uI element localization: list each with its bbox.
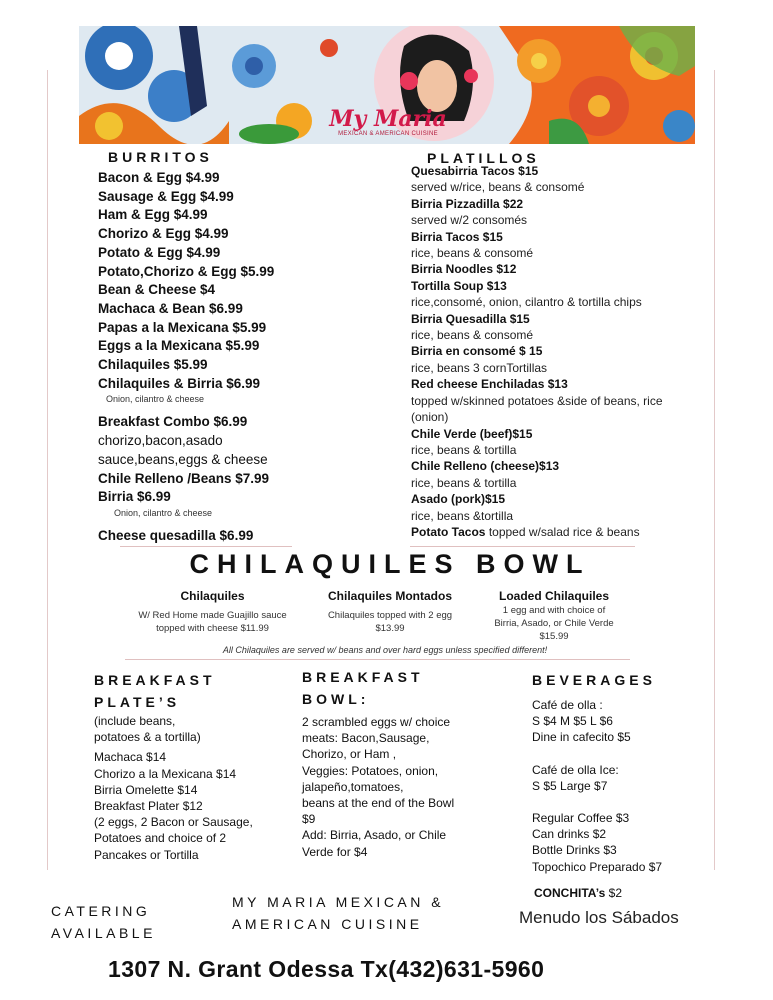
beverage-line: Dine in cafecito $5 [532,730,631,745]
divider-line [120,546,292,547]
burrito-item: Chorizo & Egg $4.99 [98,226,229,242]
platillo-title: Red cheese Enchiladas $13 [411,377,568,392]
catering-line: AVAILABLE [51,925,156,941]
burrito-item: Machaca & Bean $6.99 [98,300,243,316]
breakfast-bowl-line: meats: Bacon,Sausage, [302,731,430,746]
chilaquiles-option-name: Loaded Chilaquiles [498,589,609,603]
chilaquiles-option-desc: $13.99 [375,623,405,634]
beverage-line: Bottle Drinks $3 [532,843,617,858]
breakfast-combo-desc: sauce,beans,eggs & cheese [98,451,268,467]
breakfast-plate-item: Breakfast Plater $12 [94,799,203,814]
breakfast-combo-desc: chorizo,bacon,asado [98,433,223,449]
restaurant-name-footer [232,891,444,935]
breakfast-bowl-line: Verde for $4 [302,844,368,859]
beverage-line: Can drinks $2 [532,827,607,842]
conchita-name: CONCHITA’s [534,886,606,900]
platillos-heading: PLATILLOS [427,150,540,166]
breakfast-plate-item: Birria Omelette $14 [94,782,198,797]
divider-line [410,546,635,547]
breakfast-bowl-heading: BREAKFAST [302,669,424,685]
beverage-spacer [532,746,732,762]
chilaquiles-bowl-title: CHILAQUILES BOWL [189,549,591,579]
platillo-title: Quesabirria Tacos $15 [411,164,539,178]
chilaquiles-option-name: Chilaquiles [180,589,245,603]
cheese-quesadilla-item: Cheese quesadilla $6.99 [98,527,254,543]
breakfast-plate-heading: BREAKFAST [94,672,216,688]
breakfast-bowl-line: Chorizo, or Ham , [302,747,397,762]
left-border-line [47,70,48,870]
beverage-line: Café de olla Ice: [532,762,619,777]
beverage-line: Regular Coffee $3 [532,811,630,826]
platillo-title: Potato Tacos [411,524,486,539]
breakfast-bowl-heading: BOWL: [302,691,370,707]
conchita-item [534,886,622,900]
platillo-desc: rice, beans & consomé [411,328,534,343]
platillo-title: Birria en consomé $ 15 [411,344,543,359]
address-phone: 1307 N. Grant Odessa Tx(432)631-5960 [108,956,545,982]
breakfast-bowl-line: Veggies: Potatoes, onion, [302,763,439,778]
restaurant-logo [320,108,456,138]
chilaquiles-option-desc: W/ Red Home made Guajillo sauce [138,610,287,621]
chilaquiles-option-desc: 1 egg and with choice of [502,605,606,616]
menudo-note: Menudo los Sábados [519,908,679,927]
breakfast-plate-item: Machaca $14 [94,750,167,765]
chilaquiles-option-name: Chilaquiles Montados [327,589,452,603]
chile-relleno-item: Chile Relleno /Beans $7.99 [98,470,270,486]
breakfast-plate-section [94,669,294,863]
breakfast-plate-includes: potatoes & a tortilla) [94,730,201,745]
chilaquiles-option-desc: topped with cheese $11.99 [156,623,269,634]
burrito-item: Bacon & Egg $4.99 [98,170,220,185]
platillo-title: Birria Quesadilla $15 [411,311,530,326]
platillo-title: Birria Noodles $12 [411,262,517,277]
conchita-price: $2 [605,886,623,900]
platillo-desc: topped w/salad rice & beans [488,524,640,539]
restaurant-name-line: AMERICAN CUISINE [232,916,423,932]
breakfast-plate-item: Pancakes or Tortilla [94,847,199,862]
breakfast-plate-item: Potatoes and choice of 2 [94,831,227,846]
breakfast-bowl-line: Add: Birria, Asado, or Chile [302,828,447,843]
burrito-item: Chilaquiles $5.99 [98,357,208,373]
breakfast-bowl-line: jalapeño,tomatoes, [302,779,404,794]
platillo-desc: rice, beans & tortilla [411,475,517,490]
platillo-desc: rice, beans &tortilla [411,508,514,523]
beverage-spacer [532,794,732,810]
beverage-line: S $5 Large $7 [532,778,608,793]
burrito-item: Chilaquiles & Birria $6.99 [98,375,261,391]
platillo-title: Tortilla Soup $13 [411,278,507,293]
breakfast-bowl-section [302,666,512,860]
breakfast-bowl-line: beans at the end of the Bowl [302,796,455,811]
chilaquiles-option [310,589,470,635]
chilaquiles-option [120,589,305,635]
breakfast-plate-includes: (include beans, [94,714,176,728]
platillo-desc: rice, beans & consomé [411,246,534,261]
platillo-desc: topped w/skinned potatoes &side of beans, rice (onion) [411,393,663,425]
platillo-desc: served w/rice, beans & consomé [411,180,585,195]
beverages-heading: BEVERAGES [532,672,656,688]
platillos-list [411,163,711,540]
breakfast-plate-heading: PLATE’S [94,694,181,710]
burrito-item: Eggs a la Mexicana $5.99 [98,338,260,354]
burritos-heading: BURRITOS [108,149,213,165]
burrito-item: Papas a la Mexicana $5.99 [98,319,267,335]
birria-item: Birria $6.99 [98,489,171,505]
beverage-line: S $4 M $5 L $6 [532,714,613,729]
platillo-title: Birria Pizzadilla $22 [411,196,524,211]
logo-name: My Maria [329,106,447,132]
restaurant-name-line: MY MARIA MEXICAN & [232,894,445,910]
divider-line [125,659,630,660]
platillo-desc: rice,consomé, onion, cilantro & tortilla chips [411,295,642,310]
platillo-title: Chile Relleno (cheese)$13 [411,459,560,474]
chilaquiles-option-price: $15.99 [539,631,569,642]
breakfast-combo-title: Breakfast Combo $6.99 [98,414,248,430]
chilaquiles-note: All Chilaquiles are served w/ beans and over hard eggs unless specified different! [222,645,548,655]
logo-subtitle: MEXICAN & AMERICAN CUISINE [338,131,438,137]
chilaquiles-option-desc: Birria, Asado, or Chile Verde [494,618,614,629]
burrito-item: Sausage & Egg $4.99 [98,188,234,204]
beverage-line: Café de olla : [532,698,603,712]
catering-label [51,900,156,944]
platillo-desc: rice, beans & tortilla [411,442,517,457]
beverage-line: Topochico Preparado $7 [532,859,663,874]
breakfast-bowl-line: $9 [302,812,316,827]
burrito-note: Onion, cilantro & cheese [106,394,205,405]
burrito-item: Potato & Egg $4.99 [98,244,221,260]
burritos-list [98,169,358,546]
breakfast-plate-item: Chorizo a la Mexicana $14 [94,766,237,781]
breakfast-bowl-line: 2 scrambled eggs w/ choice [302,715,451,729]
burrito-item: Ham & Egg $4.99 [98,207,208,223]
chilaquiles-option [478,589,630,643]
burrito-item: Bean & Cheese $4 [98,282,216,298]
birria-note: Onion, cilantro & cheese [114,507,213,518]
beverages-section [532,669,732,875]
platillo-title: Asado (pork)$15 [411,492,506,507]
catering-line: CATERING [51,903,151,919]
chilaquiles-option-desc: Chilaquiles topped with 2 egg [327,610,453,621]
burrito-item: Potato,Chorizo & Egg $5.99 [98,263,275,279]
platillo-title: Birria Tacos $15 [411,229,503,244]
platillo-title: Chile Verde (beef)$15 [411,426,533,441]
platillo-desc: served w/2 consomés [411,213,528,228]
platillo-desc: rice, beans 3 cornTortillas [411,360,548,375]
breakfast-plate-item: (2 eggs, 2 Bacon or Sausage, [94,815,253,830]
